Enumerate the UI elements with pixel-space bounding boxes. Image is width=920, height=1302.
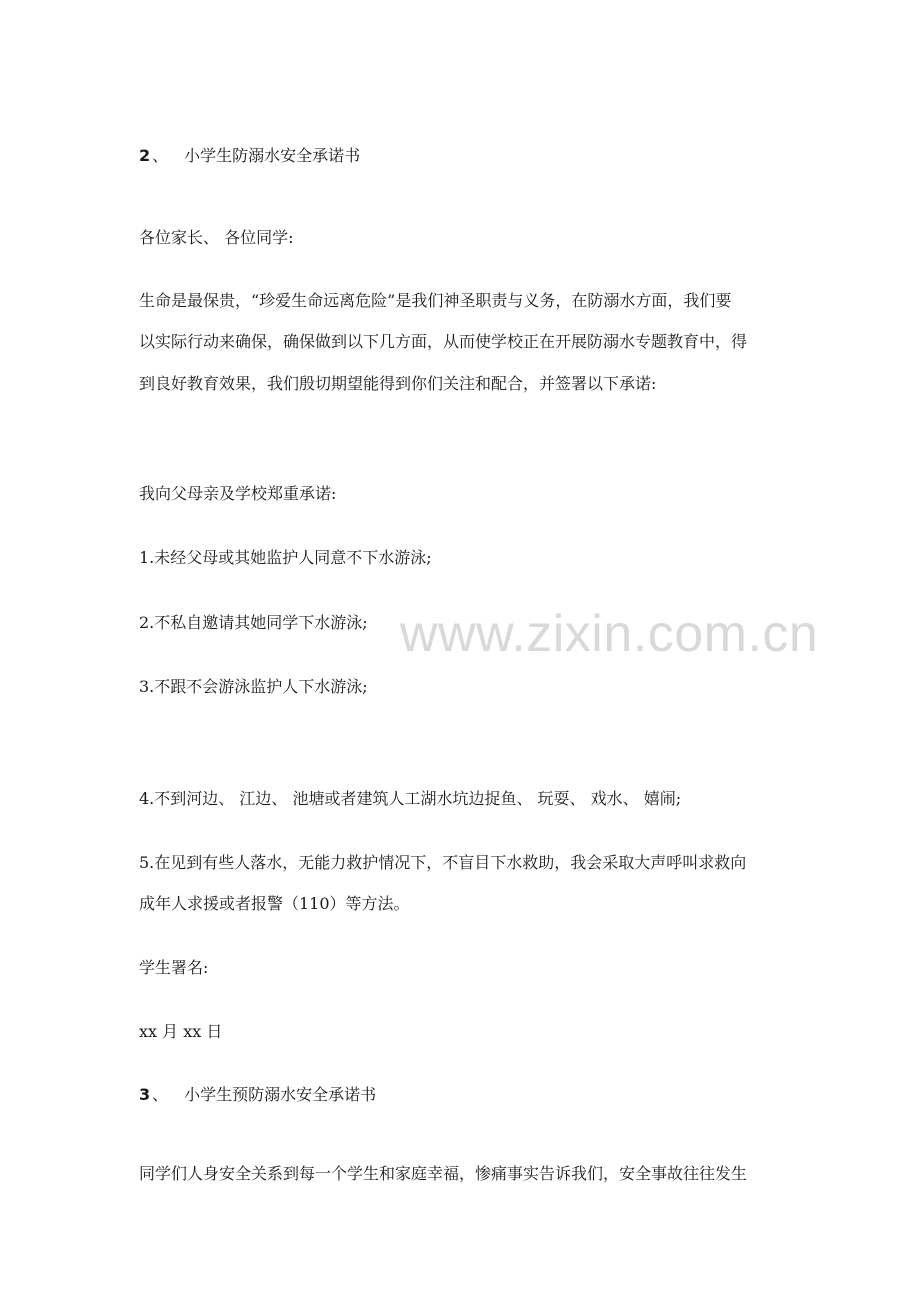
section-3-first-line: 同学们人身安全关系到每一个学生和家庭幸福，惨痛事实告诉我们，安全事故往往发生 <box>139 1164 748 1183</box>
section-3-separator: 、 <box>152 1085 169 1104</box>
section-2-number: 2 <box>139 146 151 165</box>
intro-line-1: 生命是最保贵，“珍爱生命远离危险”是我们神圣职责与义务，在防溺水方面，我们要 <box>139 291 732 310</box>
watermark: www.zixin.com.cn <box>400 605 819 663</box>
section-2-title: 小学生防溺水安全承诺书 <box>184 146 361 165</box>
date-line: xx 月 xx 日 <box>139 1022 223 1041</box>
section-3-heading <box>139 1085 376 1105</box>
section-3-title: 小学生预防溺水安全承诺书 <box>184 1085 377 1104</box>
pledge-item-5-line-2: 成年人求援或者报警（110）等方法。 <box>139 894 410 913</box>
intro-line-3: 到良好教育效果，我们殷切期望能得到你们关注和配合，并签署以下承诺: <box>139 374 657 393</box>
section-2-separator: 、 <box>152 146 169 165</box>
pledge-item-2: 2.不私自邀请其她同学下水游泳; <box>139 613 368 632</box>
pledge-item-1: 1.未经父母或其她监护人同意不下水游泳; <box>139 548 432 567</box>
section-2-heading <box>139 146 360 166</box>
pledge-intro: 我向父母亲及学校郑重承诺: <box>139 484 337 503</box>
section-3-number: 3 <box>139 1085 151 1104</box>
pledge-item-5-line-1: 5.在见到有些人落水，无能力救护情况下，不盲目下水救助，我会采取大声呼叫求救向 <box>139 853 747 872</box>
intro-line-2: 以实际行动来确保，确保做到以下几方面，从而使学校正在开展防溺水专题教育中，得 <box>139 332 748 351</box>
greeting: 各位家长、 各位同学: <box>139 228 294 247</box>
pledge-item-3: 3.不跟不会游泳监护人下水游泳; <box>139 677 368 696</box>
pledge-item-4: 4.不到河边、 江边、 池塘或者建筑人工湖水坑边捉鱼、 玩耍、 戏水、 嬉闹; <box>139 789 682 808</box>
signature-label: 学生署名: <box>139 958 209 977</box>
